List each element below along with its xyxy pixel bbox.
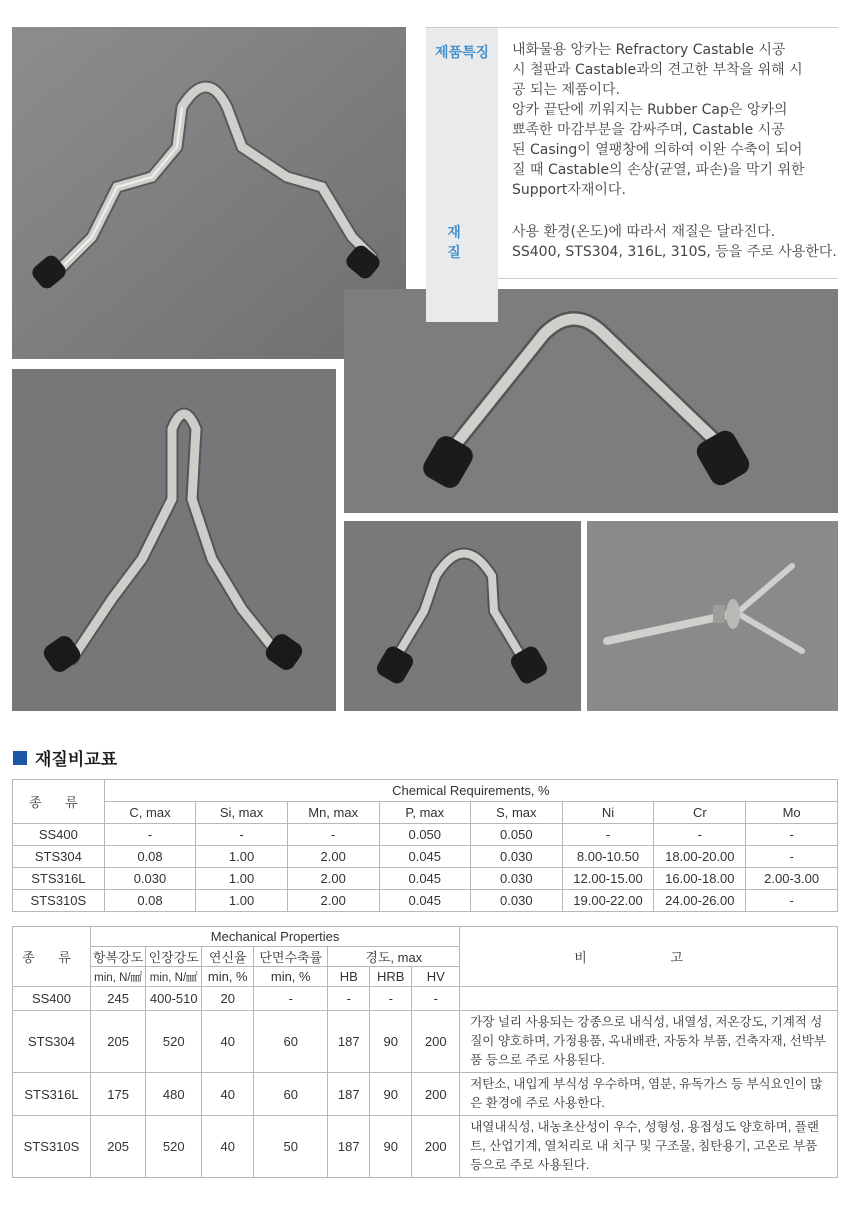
table-cell: STS304 (13, 846, 105, 868)
material-line: SS400, STS304, 316L, 310S, 등을 주로 사용한다. (512, 244, 837, 260)
note-cell (460, 987, 838, 1011)
table-cell: 12.00-15.00 (562, 868, 654, 890)
table-cell: - (746, 890, 838, 912)
table-cell: 90 (370, 1116, 412, 1178)
table-cell: 1.00 (196, 868, 288, 890)
table-cell: 50 (254, 1116, 328, 1178)
features-line: 질 때 Castable의 손상(균열, 파손)을 막기 위한 (512, 162, 805, 178)
divider (498, 278, 838, 279)
table-cell: 0.030 (471, 890, 563, 912)
column-header: 항복강도 (91, 947, 146, 967)
square-bullet-icon (13, 751, 27, 765)
note-cell: 내열내식성, 내농초산성이 우수, 성형성, 용접성도 양호하며, 플랜트, 산업기계, 열처리로 내 치구 및 구조물, 침탄용기, 고온로 부품 등으로 주로 사용된다. (460, 1116, 838, 1178)
mechanical-table (12, 926, 838, 1178)
table-cell: 90 (370, 1011, 412, 1073)
table-cell: 18.00-20.00 (654, 846, 746, 868)
table-cell: 2.00 (287, 890, 379, 912)
table-cell: 60 (254, 1073, 328, 1116)
table-cell: 520 (146, 1011, 202, 1073)
table-cell: 2.00 (287, 868, 379, 890)
note-cell: 저탄소, 내입게 부식성 우수하며, 염분, 유독가스 등 부식요인이 많은 환경에 주로 사용한다. (460, 1073, 838, 1116)
features-line: Support자재이다. (512, 182, 626, 198)
table-row (13, 1116, 838, 1178)
note-header: 비 고 (460, 927, 838, 987)
note-cell: 가장 널리 사용되는 강종으로 내식성, 내열성, 저온강도, 기계적 성질이 양호하며, 가정용품, 옥내배관, 자동차 부품, 건축자재, 선박부품 등으로 주로 사용된다. (460, 1011, 838, 1073)
unit-header: min, % (202, 967, 254, 987)
table-cell: 40 (202, 1073, 254, 1116)
table-cell: 0.08 (104, 890, 196, 912)
table-row (13, 1073, 838, 1116)
table-cell: - (328, 987, 370, 1011)
table-cell: 1.00 (196, 846, 288, 868)
features-line: 뾰족한 마감부분을 감싸주며, Castable 시공 (512, 122, 785, 138)
table-cell: 2.00-3.00 (746, 868, 838, 890)
features-line: 된 Casing이 열팽창에 의하여 이완 수축이 되어 (512, 142, 803, 158)
table-cell: 205 (91, 1116, 146, 1178)
table-cell: 400-510 (146, 987, 202, 1011)
features-text (498, 28, 838, 208)
material-text (498, 208, 838, 322)
table-cell: 1.00 (196, 890, 288, 912)
features-line: 시 철판과 Castable과의 견고한 부착을 위해 시 (512, 62, 803, 78)
table-cell: STS310S (13, 1116, 91, 1178)
features-line: 내화물용 앙카는 Refractory Castable 시공 (512, 42, 786, 58)
table-cell: 0.08 (104, 846, 196, 868)
table-cell: 16.00-18.00 (654, 868, 746, 890)
table-cell: 200 (412, 1116, 460, 1178)
table-cell: 24.00-26.00 (654, 890, 746, 912)
anchor-photo-u-shape (344, 521, 581, 711)
table-cell: 187 (328, 1116, 370, 1178)
table-cell: - (412, 987, 460, 1011)
table-cell: 0.030 (471, 868, 563, 890)
table-cell: STS304 (13, 1011, 91, 1073)
hardness-header: 경도, max (328, 947, 460, 967)
table-cell: 200 (412, 1011, 460, 1073)
table-cell: - (562, 824, 654, 846)
chem-group-header: Chemical Requirements, % (104, 780, 837, 802)
table-cell: - (254, 987, 328, 1011)
table-cell: 245 (91, 987, 146, 1011)
column-header: 단면수축률 (254, 947, 328, 967)
table-cell: - (196, 824, 288, 846)
unit-header: min, N/㎟ (146, 967, 202, 987)
column-header: Cr (654, 802, 746, 824)
table-cell: STS310S (13, 890, 105, 912)
table-row (13, 824, 838, 846)
table-cell: 200 (412, 1073, 460, 1116)
features-line: 앙카 끝단에 끼워지는 Rubber Cap은 앙카의 (512, 102, 788, 118)
table-cell: 60 (254, 1011, 328, 1073)
section-title-text: 재질비교표 (35, 750, 118, 770)
table-row (13, 1011, 838, 1073)
table-cell: 187 (328, 1011, 370, 1073)
material-line: 사용 환경(온도)에 따라서 재질은 달라진다. (512, 224, 776, 240)
type-header: 종 류 (13, 927, 91, 987)
table-cell: 40 (202, 1116, 254, 1178)
table-cell: 2.00 (287, 846, 379, 868)
table-cell: 187 (328, 1073, 370, 1116)
table-cell: 480 (146, 1073, 202, 1116)
table-cell: STS316L (13, 1073, 91, 1116)
table-cell: 175 (91, 1073, 146, 1116)
anchor-photo-left (12, 369, 336, 711)
table-cell: 8.00-10.50 (562, 846, 654, 868)
column-header: Mo (746, 802, 838, 824)
type-header: 종 류 (13, 780, 105, 824)
table-cell: SS400 (13, 824, 105, 846)
table-cell: 0.030 (104, 868, 196, 890)
unit-header: HB (328, 967, 370, 987)
table-cell: - (104, 824, 196, 846)
material-label: 재질 (426, 208, 498, 322)
column-header: Ni (562, 802, 654, 824)
unit-header: min, N/㎟ (91, 967, 146, 987)
table-row (13, 890, 838, 912)
column-header: P, max (379, 802, 471, 824)
mech-group-header: Mechanical Properties (91, 927, 460, 947)
table-cell: 90 (370, 1073, 412, 1116)
column-header: 연신율 (202, 947, 254, 967)
table-cell: 19.00-22.00 (562, 890, 654, 912)
table-cell: - (746, 846, 838, 868)
table-row (13, 846, 838, 868)
table-cell: 205 (91, 1011, 146, 1073)
table-cell: - (370, 987, 412, 1011)
unit-header: min, % (254, 967, 328, 987)
table-cell: 0.050 (379, 824, 471, 846)
table-cell: 520 (146, 1116, 202, 1178)
product-info (426, 27, 838, 322)
section-title (13, 745, 117, 770)
table-cell: - (746, 824, 838, 846)
table-cell: 40 (202, 1011, 254, 1073)
chemical-table (12, 779, 838, 912)
unit-header: HRB (370, 967, 412, 987)
table-cell: 0.050 (471, 824, 563, 846)
table-cell: 0.045 (379, 868, 471, 890)
table-cell: 0.045 (379, 890, 471, 912)
column-header: C, max (104, 802, 196, 824)
column-header: Mn, max (287, 802, 379, 824)
table-row (13, 987, 838, 1011)
features-label: 제품특징 (426, 28, 498, 208)
column-header: 인장강도 (146, 947, 202, 967)
unit-header: HV (412, 967, 460, 987)
table-cell: STS316L (13, 868, 105, 890)
table-cell: SS400 (13, 987, 91, 1011)
column-header: S, max (471, 802, 563, 824)
anchor-photo-v-shape (344, 289, 838, 513)
table-cell: 0.030 (471, 846, 563, 868)
table-cell: 20 (202, 987, 254, 1011)
column-header: Si, max (196, 802, 288, 824)
anchor-photo-installed (587, 521, 838, 711)
table-cell: - (287, 824, 379, 846)
table-cell: - (654, 824, 746, 846)
table-cell: 0.045 (379, 846, 471, 868)
features-line: 공 되는 제품이다. (512, 82, 621, 98)
table-row (13, 868, 838, 890)
